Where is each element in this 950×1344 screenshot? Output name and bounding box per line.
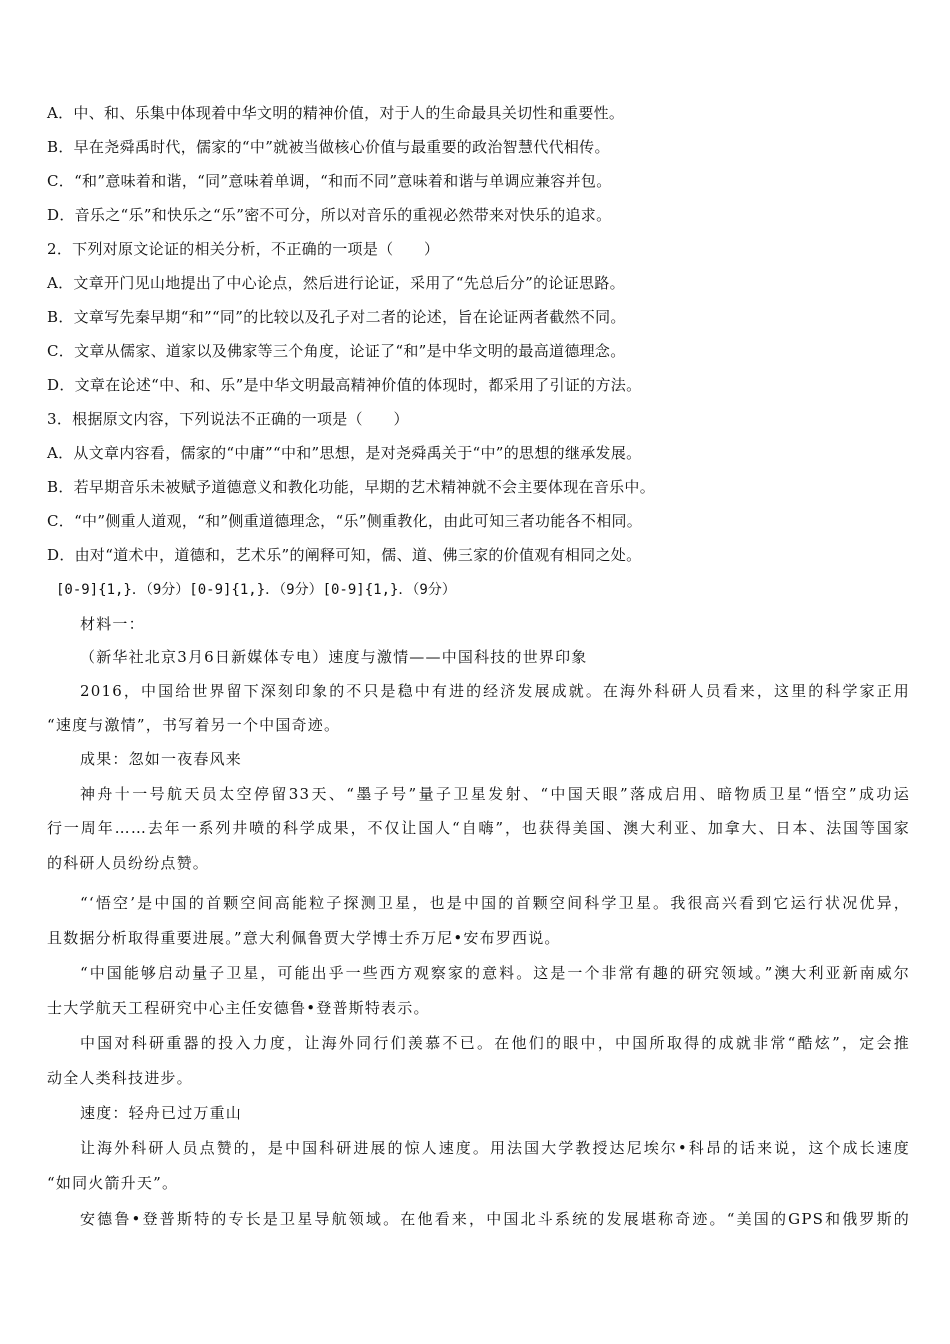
para-4-line-2: 士大学航天工程研究中心主任安德鲁•登普斯特表示。 [47, 999, 430, 1017]
para-6-line-1: 让海外科研人员点赞的，是中国科研进展的惊人速度。用法国大学教授达尼埃尔•科昂的话来说，这个成长速度 [80, 1139, 910, 1157]
q3-option-b: B．若早期音乐未被赋予道德意义和教化功能，早期的艺术精神就不会主要体现在音乐中。 [47, 478, 656, 496]
para-1-line-2: “速度与激情”，书写着另一个中国奇迹。 [47, 716, 341, 734]
q2-option-c: C．文章从儒家、道家以及佛家等三个角度，论证了“和”是中华文明的最高道德理念。 [47, 342, 626, 360]
q1-option-c: C．“和”意味着和谐，“同”意味着单调，“和而不同”意味着和谐与单调应兼容并包。 [47, 172, 612, 190]
para-6-line-2: “如同火箭升天”。 [47, 1174, 179, 1192]
material-label: 材料一： [80, 615, 145, 633]
para-3-line-1: “‘悟空’是中国的首颗空间高能粒子探测卫星，也是中国的首颗空间科学卫星。我很高兴看到它运行状况优异， [80, 894, 910, 912]
q3-option-d: D．由对“道术中，道德和，艺术乐”的阐释可知，儒、道、佛三家的价值观有相同之处。 [47, 546, 642, 564]
q3-option-c: C．“中”侧重人道观，“和”侧重道德理念，“乐”侧重教化，由此可知三者功能各不相同。 [47, 512, 643, 530]
para-2-line-3: 的科研人员纷纷点赞。 [47, 854, 210, 872]
q1-option-b: B．早在尧舜禹时代，儒家的“中”就被当做核心价值与最重要的政治智慧代代相传。 [47, 138, 610, 156]
section-heading-speed: 速度：轻舟已过万重山 [80, 1104, 243, 1122]
para-5-line-2: 动全人类科技进步。 [47, 1069, 193, 1087]
section-heading-results: 成果：忽如一夜春风来 [80, 750, 243, 768]
q2-option-d: D．文章在论述“中、和、乐”是中华文明最高精神价值的体现时，都采用了引证的方法。 [47, 376, 642, 394]
q2-stem: 2．下列对原文论证的相关分析，不正确的一项是（ ） [47, 240, 440, 258]
q2-option-a: A．文章开门见山地提出了中心论点，然后进行论证，采用了“先总后分”的论证思路。 [47, 274, 625, 292]
para-4-line-1: “中国能够启动量子卫星，可能出乎一些西方观察家的意料。这是一个非常有趣的研究领域。”澳大利亚新南威尔 [80, 964, 910, 982]
para-2-line-1: 神舟十一号航天员太空停留33天、“墨子号”量子卫星发射、“中国天眼”落成启用、暗物质卫星“悟空”成功运 [80, 785, 910, 803]
score-line: [0-9]{1,}．（9分）[0-9]{1,}．（9分）[0-9]{1,}．（9分） [56, 582, 456, 598]
para-7-line-1: 安德鲁•登普斯特的专长是卫星导航领域。在他看来，中国北斗系统的发展堪称奇迹。“美国的GPS和俄罗斯的 [80, 1210, 910, 1228]
para-3-line-2: 且数据分析取得重要进展。”意大利佩鲁贾大学博士乔万尼•安布罗西说。 [47, 929, 561, 947]
para-2-line-2: 行一周年……去年一系列井喷的科学成果，不仅让国人“自嗨”，也获得美国、澳大利亚、加拿大、日本、法国等国家 [47, 819, 910, 837]
material-source: （新华社北京3月6日新媒体专电）速度与激情——中国科技的世界印象 [80, 648, 588, 666]
q1-option-d: D．音乐之“乐”和快乐之“乐”密不可分，所以对音乐的重视必然带来对快乐的追求。 [47, 206, 612, 224]
q3-stem: 3．根据原文内容，下列说法不正确的一项是（ ） [47, 410, 409, 428]
para-1-line-1: 2016，中国给世界留下深刻印象的不只是稳中有进的经济发展成就。在海外科研人员看来，这里的科学家正用 [80, 682, 910, 700]
q3-option-a: A．从文章内容看，儒家的“中庸”“中和”思想，是对尧舜禹关于“中”的思想的继承发展。 [47, 444, 642, 462]
q1-option-a: A．中、和、乐集中体现着中华文明的精神价值，对于人的生命最具关切性和重要性。 [47, 104, 625, 122]
q2-option-b: B．文章写先秦早期“和”“同”的比较以及孔子对二者的论述，旨在论证两者截然不同。 [47, 308, 626, 326]
para-5-line-1: 中国对科研重器的投入力度，让海外同行们羡慕不已。在他们的眼中，中国所取得的成就非常“酷炫”，定会推 [80, 1034, 910, 1052]
